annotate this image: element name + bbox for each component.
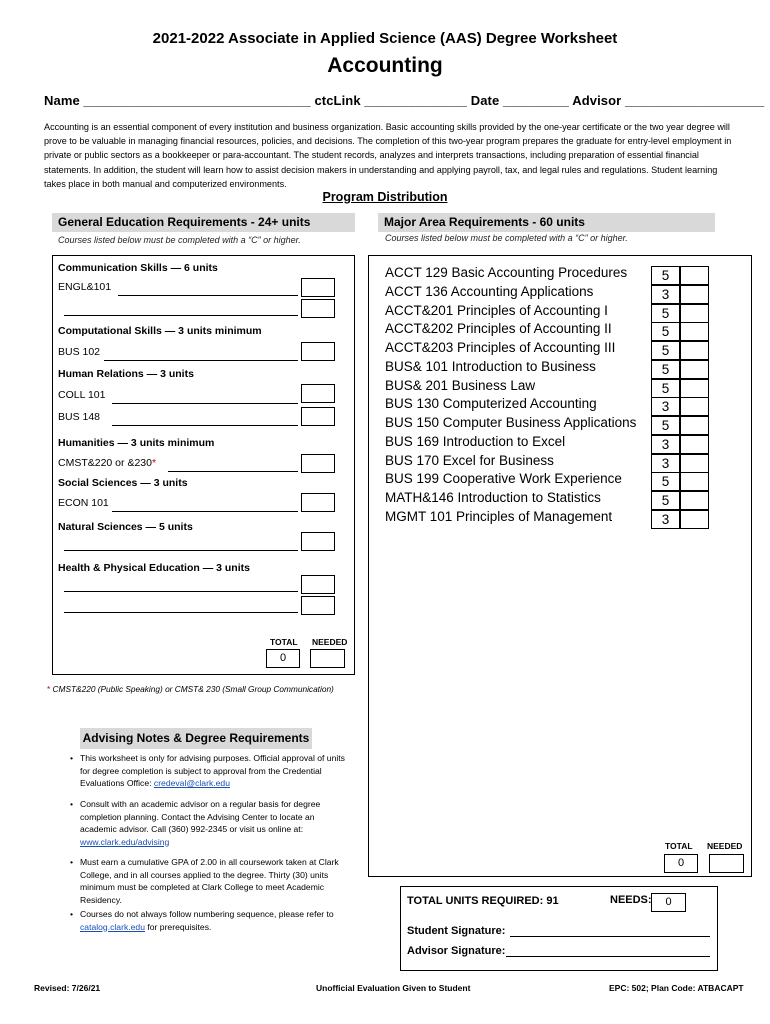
cmst-line[interactable]: [168, 471, 298, 472]
advising-note-4-after: for prerequisites.: [144, 921, 212, 932]
econ-line[interactable]: [112, 511, 298, 512]
advising-title: Advising Notes & Degree Requirements: [80, 728, 312, 749]
major-course-name: BUS 169 Introduction to Excel: [385, 434, 566, 449]
bus148-units-box[interactable]: [301, 407, 335, 426]
major-course-grade-box[interactable]: [680, 416, 709, 435]
bus102-units-box[interactable]: [301, 342, 335, 361]
communication-skills-label: Communication Skills — 6 units: [58, 262, 218, 274]
gen-ed-needed-label: NEEDED: [312, 637, 348, 647]
major-course-units: 3: [651, 285, 680, 304]
communication-extra-units-box[interactable]: [301, 299, 335, 318]
bus148-line[interactable]: [112, 425, 298, 426]
footer-center: Unofficial Evaluation Given to Student: [316, 983, 471, 993]
cmst-course: [58, 457, 156, 469]
bus102-course: BUS 102: [58, 346, 101, 358]
credeval-email-link[interactable]: credeval@clark.edu: [153, 778, 230, 788]
health-pe-line-1[interactable]: [64, 591, 298, 592]
major-course-grade-box[interactable]: [680, 379, 709, 398]
coll101-line[interactable]: [112, 403, 298, 404]
student-signature-label: Student Signature:: [407, 925, 506, 937]
major-course-grade-box[interactable]: [680, 510, 709, 529]
computational-skills-label: Computational Skills — 3 units minimum: [58, 325, 262, 337]
advising-note-1-text: This worksheet is only for advising purposes. Official approval of units for degree completion is subject to approval from the Credential Evaluations Office:: [80, 753, 345, 788]
major-course-name: BUS 130 Computerized Accounting: [385, 396, 597, 411]
major-needed-box[interactable]: [709, 854, 744, 873]
major-course-name: ACCT&203 Principles of Accounting III: [385, 340, 616, 355]
major-course-name: ACCT&202 Principles of Accounting II: [385, 321, 612, 336]
advisor-signature-label: Advisor Signature:: [407, 945, 506, 957]
natural-sciences-units-box[interactable]: [301, 532, 335, 551]
major-course-units: 3: [651, 454, 680, 473]
cmst-course-text: CMST&220 or &230: [58, 457, 152, 469]
major-course-units: 5: [651, 304, 680, 323]
bus148-course: BUS 148: [58, 411, 101, 423]
advising-note-2: [70, 798, 345, 848]
major-course-grade-box[interactable]: [680, 285, 709, 304]
health-pe-line-2[interactable]: [64, 612, 298, 613]
major-course-name: ACCT 129 Basic Accounting Procedures: [385, 265, 628, 280]
advising-note-4: [70, 908, 345, 933]
major-course-grade-box[interactable]: [680, 266, 709, 285]
humanities-label: Humanities — 3 units minimum: [58, 437, 215, 449]
engl-course: ENGL&101: [58, 281, 112, 293]
major-course-grade-box[interactable]: [680, 435, 709, 454]
student-signature-line[interactable]: [510, 936, 710, 937]
major-course-units: 5: [651, 472, 680, 491]
engl-line[interactable]: [118, 295, 298, 296]
gen-ed-needed-box[interactable]: [310, 649, 345, 668]
program-name: Accounting: [327, 54, 443, 77]
major-course-name: BUS 170 Excel for Business: [385, 453, 554, 468]
major-course-name: ACCT 136 Accounting Applications: [385, 284, 594, 299]
major-course-units: 5: [651, 360, 680, 379]
advising-note-4-text: Courses do not always follow numbering sequence, please refer to: [80, 909, 334, 919]
major-course-name: BUS 199 Cooperative Work Experience: [385, 471, 622, 486]
gen-ed-total-label: TOTAL: [270, 637, 298, 647]
major-course-units: 5: [651, 416, 680, 435]
student-info-line[interactable]: Name _______________________________ ctcLink ______________ Date _________ Advisor ___________________: [44, 93, 765, 108]
major-course-units: 3: [651, 397, 680, 416]
catalog-link[interactable]: catalog.clark.edu: [80, 921, 145, 932]
major-header: Major Area Requirements - 60 units: [378, 213, 715, 232]
program-distribution-heading: [0, 190, 770, 204]
major-course-name: MATH&146 Introduction to Statistics: [385, 490, 601, 505]
natural-sciences-label: Natural Sciences — 5 units: [58, 521, 193, 533]
needs-box[interactable]: 0: [651, 893, 686, 912]
program-description: Accounting is an essential component of every institution and business organization. Basic accounting skills provided by the one-year certificate or the two year degree will prove to be valuable in managing financial resources, policies, and decisions. The completion of this two-year program prepares the graduate for entry-level employment in private or public sectors as a bookkeeper or para-accountant. The student records, analyzes and interprets transactions, including preparation of essential financial statements. In addition, the student will learn how to assist decision makers in understanding and applying payroll, tax, and legal rules and regulations. Student learning takes place in both manual and computerized environments.: [44, 122, 732, 189]
major-course-grade-box[interactable]: [680, 397, 709, 416]
total-units-required: TOTAL UNITS REQUIRED: 91: [407, 895, 559, 907]
needs-label: NEEDS:: [610, 894, 652, 906]
revised-date: Revised: 7/26/21: [34, 983, 101, 993]
major-course-grade-box[interactable]: [680, 491, 709, 510]
major-course-name: ACCT&201 Principles of Accounting I: [385, 303, 608, 318]
engl-units-box[interactable]: [301, 278, 335, 297]
advising-note-1: [70, 752, 345, 790]
bus102-line[interactable]: [104, 360, 298, 361]
cmst-asterisk: *: [151, 457, 157, 469]
major-course-name: BUS 150 Computer Business Applications: [385, 415, 637, 430]
econ-course: ECON 101: [58, 497, 109, 509]
major-course-units: 5: [651, 341, 680, 360]
econ-units-box[interactable]: [301, 493, 335, 512]
natural-sciences-line[interactable]: [64, 550, 298, 551]
social-sciences-label: Social Sciences — 3 units: [58, 477, 188, 489]
footnote-asterisk: *: [47, 684, 51, 694]
major-course-grade-box[interactable]: [680, 322, 709, 341]
major-course-grade-box[interactable]: [680, 360, 709, 379]
health-pe-units-box-1[interactable]: [301, 575, 335, 594]
major-course-grade-box[interactable]: [680, 472, 709, 491]
major-course-name: BUS& 101 Introduction to Business: [385, 359, 596, 374]
major-needed-label: NEEDED: [707, 841, 743, 851]
worksheet-title: 2021-2022 Associate in Applied Science (AAS) Degree Worksheet: [152, 30, 618, 47]
advising-website-link[interactable]: www.clark.edu/advising: [80, 836, 170, 847]
plan-code: EPC: 502; Plan Code: ATBACAPT: [609, 983, 744, 993]
major-course-units: 3: [651, 510, 680, 529]
gen-ed-header: General Education Requirements - 24+ units: [52, 213, 355, 232]
major-course-grade-box[interactable]: [680, 341, 709, 360]
advising-note-2-text: Consult with an academic advisor on a regular basis for degree completion planning. Contact the Advising Center to locate an academic advisor. Call (360) 992-2345 or visit us online at:: [80, 799, 321, 834]
major-course-units: 3: [651, 435, 680, 454]
health-pe-label: Health & Physical Education — 3 units: [58, 562, 250, 574]
cmst-footnote: [47, 684, 334, 694]
gen-ed-note: Courses listed below must be completed with a “C” or higher.: [58, 235, 301, 245]
major-course-name: BUS& 201 Business Law: [385, 378, 536, 393]
coll101-course: COLL 101: [58, 389, 106, 401]
cmst-footnote-text: CMST&220 (Public Speaking) or CMST& 230 (Small Group Communication): [52, 684, 334, 694]
advisor-signature-line[interactable]: [506, 956, 710, 957]
program-distribution-label: Program Distribution: [322, 190, 448, 204]
communication-extra-line[interactable]: [64, 315, 298, 316]
human-relations-label: Human Relations — 3 units: [58, 368, 194, 380]
coll101-units-box[interactable]: [301, 384, 335, 403]
major-note: Courses listed below must be completed with a “C” or higher.: [385, 233, 628, 243]
major-total-box[interactable]: 0: [664, 854, 698, 873]
gen-ed-total-box[interactable]: 0: [266, 649, 300, 668]
advising-note-3: • Must earn a cumulative GPA of 2.00 in all coursework taken at Clark College, and in all courses applied to the degree. Thirty (30) units minimum must be completed at Clark College to meet Academic Residency.: [70, 856, 345, 906]
major-course-units: 5: [651, 266, 680, 285]
major-total-label: TOTAL: [665, 841, 693, 851]
major-course-units: 5: [651, 322, 680, 341]
major-course-units: 5: [651, 379, 680, 398]
major-course-grade-box[interactable]: [680, 304, 709, 323]
major-course-units: 5: [651, 491, 680, 510]
health-pe-units-box-2[interactable]: [301, 596, 335, 615]
major-course-grade-box[interactable]: [680, 454, 709, 473]
major-course-name: MGMT 101 Principles of Management: [385, 509, 613, 524]
cmst-units-box[interactable]: [301, 454, 335, 473]
